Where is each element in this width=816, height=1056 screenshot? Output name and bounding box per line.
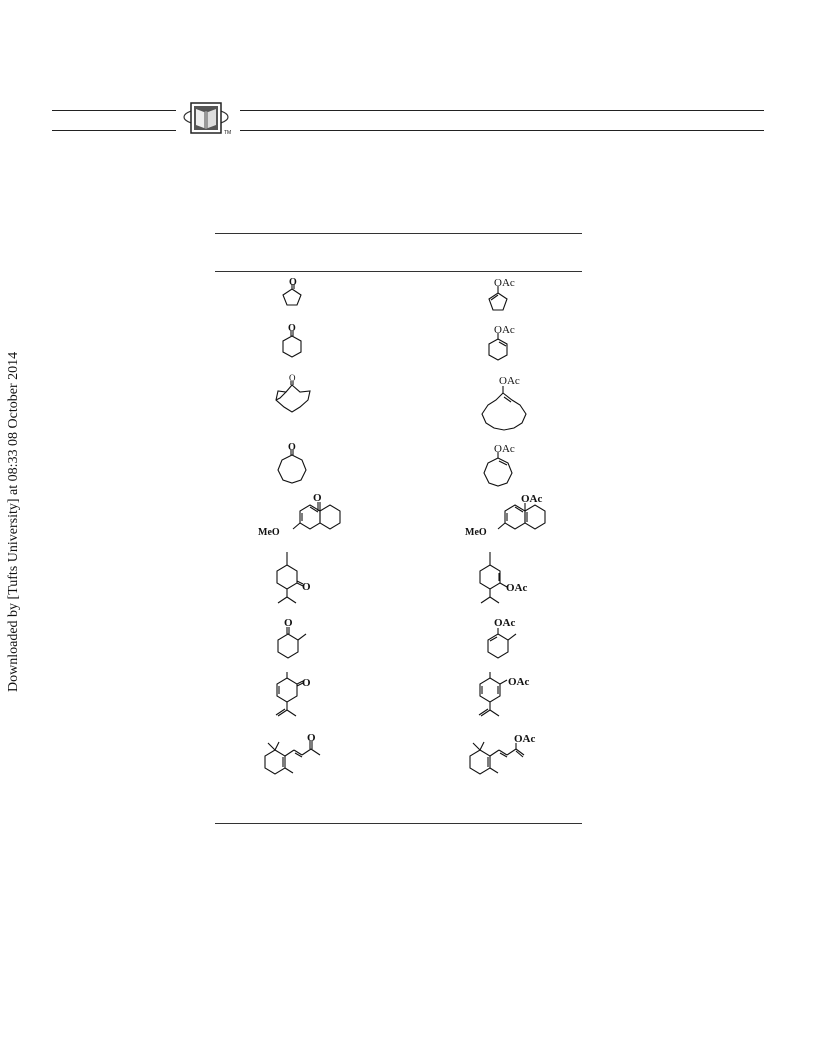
acetoxy-label: OAc bbox=[506, 582, 528, 594]
product-beta-ionone-dienol-acetate bbox=[470, 733, 536, 774]
acetoxy-label: OAc bbox=[508, 676, 530, 688]
oxygen-label: O bbox=[313, 492, 322, 504]
oxygen-label: O bbox=[289, 277, 297, 288]
product-cyclododecenyl-acetate bbox=[482, 375, 526, 430]
oxygen-label: O bbox=[288, 323, 296, 334]
substrate-cyclopentanone bbox=[283, 277, 301, 305]
product-methoxydihydronaphthyl-acetate bbox=[465, 493, 545, 538]
product-cyclopentenyl-acetate bbox=[489, 277, 515, 310]
substrate-methylcyclohexanone bbox=[278, 617, 306, 658]
acetoxy-label: OAc bbox=[499, 375, 520, 387]
oxygen-label: O bbox=[289, 373, 296, 383]
product-menthenyl-acetate bbox=[480, 552, 528, 603]
substrate-menthone bbox=[277, 552, 311, 603]
acetoxy-label: OAc bbox=[494, 617, 516, 629]
acetoxy-label: OAc bbox=[494, 324, 515, 336]
substrate-cyclohexanone bbox=[283, 323, 301, 357]
download-note: Downloaded by [Tufts University] at 08:33 08 October 2014 bbox=[6, 351, 21, 692]
oxygen-label: O bbox=[307, 732, 316, 744]
product-methylcyclohexenyl-acetate bbox=[488, 617, 516, 658]
oxygen-label: O bbox=[302, 677, 311, 689]
trademark-mark: TM bbox=[224, 130, 232, 136]
substrate-beta-ionone bbox=[265, 732, 320, 774]
oxygen-label: O bbox=[288, 442, 296, 453]
product-cycloheptenyl-acetate bbox=[484, 443, 515, 486]
product-carvone-dienol-acetate bbox=[479, 672, 530, 716]
acetoxy-label: OAc bbox=[521, 493, 543, 505]
product-cyclohexenyl-acetate bbox=[489, 324, 515, 360]
acetoxy-label: OAc bbox=[494, 277, 515, 289]
oxygen-label: O bbox=[302, 581, 311, 593]
acetoxy-label: OAc bbox=[494, 443, 515, 455]
methoxy-label: MeO bbox=[465, 527, 487, 538]
methoxy-label: MeO bbox=[258, 527, 280, 538]
substrate-cyclododecanone bbox=[276, 373, 310, 412]
oxygen-label: O bbox=[284, 617, 293, 629]
substrate-methoxytetralone bbox=[258, 492, 340, 538]
substrate-cycloheptanone bbox=[278, 442, 306, 483]
substrate-carvone bbox=[276, 672, 311, 716]
acetoxy-label: OAc bbox=[514, 733, 536, 745]
